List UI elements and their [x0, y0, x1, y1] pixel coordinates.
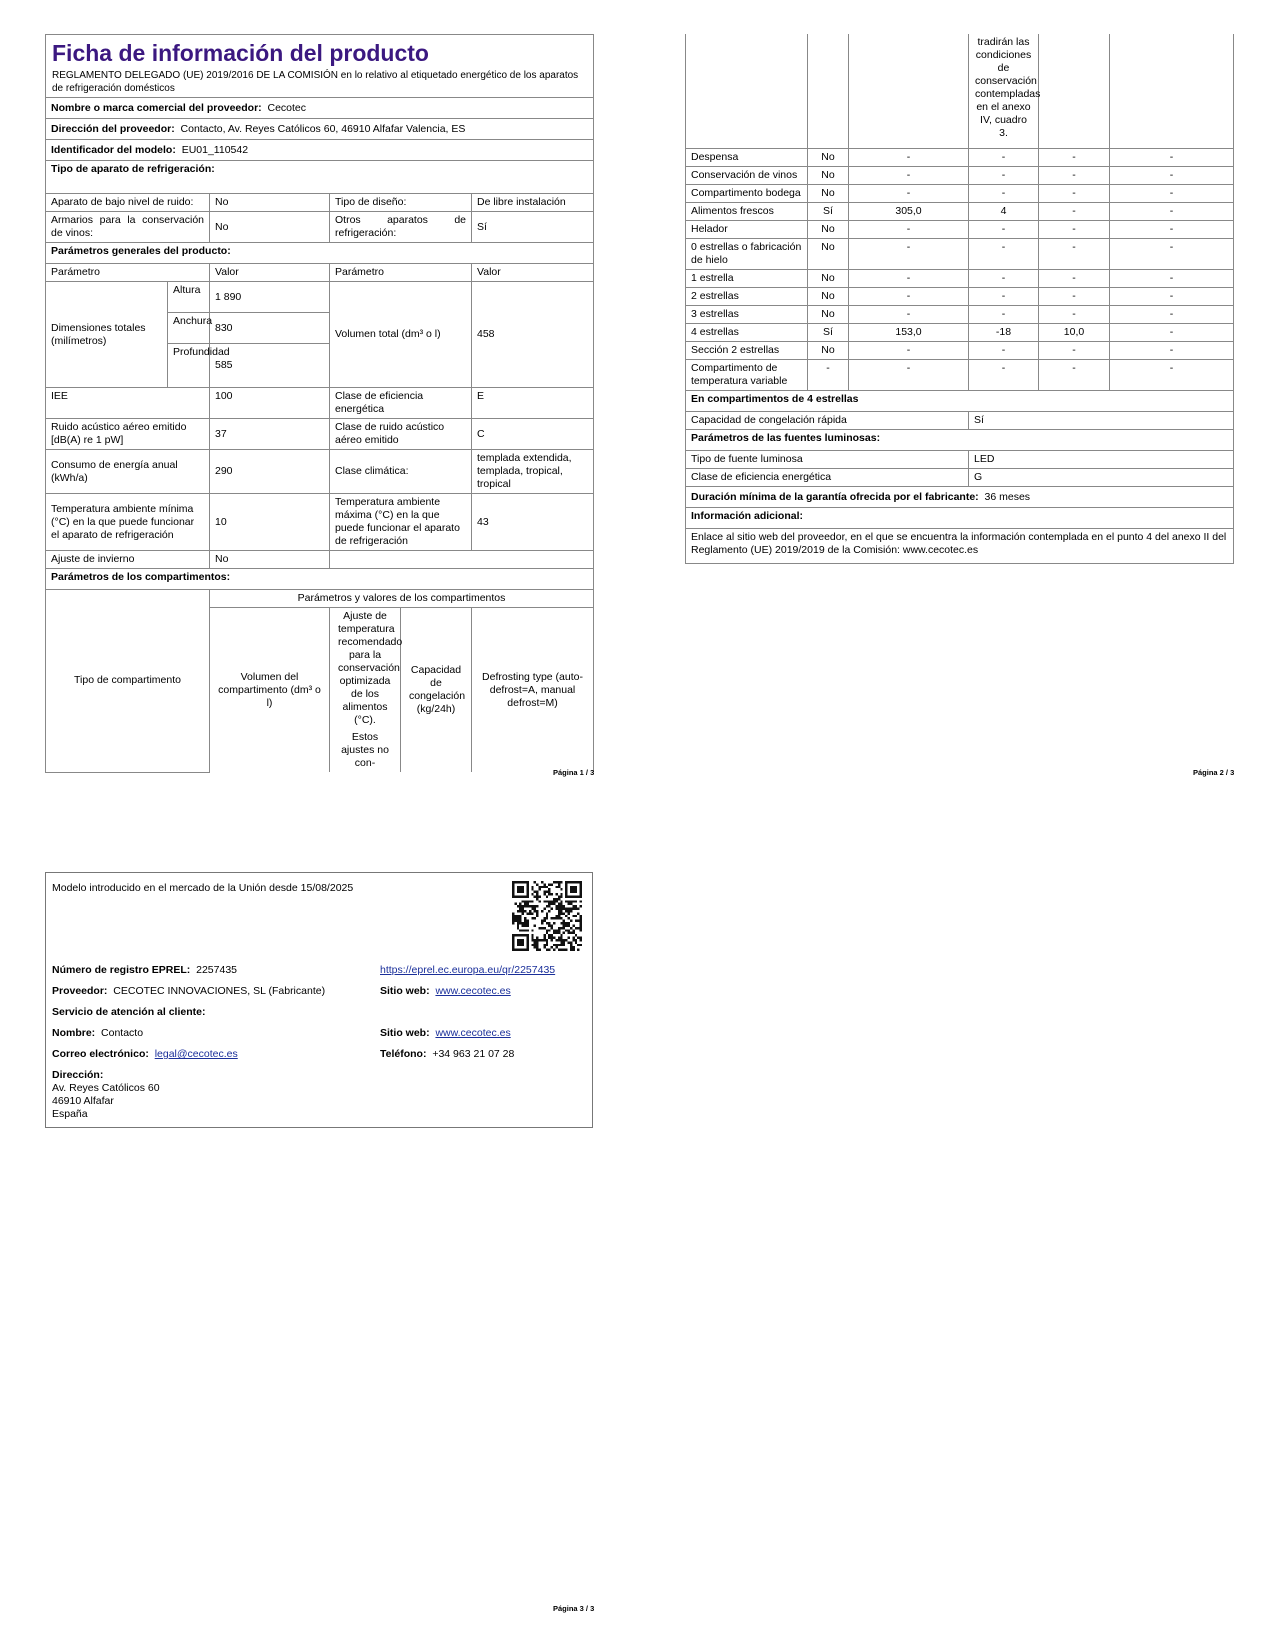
- compartment-present: No: [808, 185, 849, 203]
- compartment-present: Sí: [808, 324, 849, 342]
- wine-storage-value: No: [210, 212, 330, 243]
- page-3: [45, 872, 593, 1128]
- light-heading: Parámetros de las fuentes luminosas:: [686, 430, 1234, 451]
- compartment-type: Conservación de vinos: [686, 167, 808, 185]
- compartment-type: Compartimento bodega: [686, 185, 808, 203]
- width-value: 830: [210, 313, 330, 344]
- compartment-defrost: -: [1110, 270, 1234, 288]
- compartment-defrost: -: [1110, 185, 1234, 203]
- four-star-heading: En compartimentos de 4 estrellas: [686, 391, 1234, 412]
- compartment-volume: -: [849, 306, 969, 324]
- compartment-temp: -: [969, 306, 1039, 324]
- winter-label: Ajuste de invierno: [46, 551, 210, 569]
- col-param-2: Parámetro: [330, 264, 472, 282]
- supplier-name-label: Nombre o marca comercial del proveedor:: [51, 101, 262, 114]
- compartment-freeze: -: [1039, 167, 1110, 185]
- height-value: 1 890: [210, 282, 330, 313]
- compartment-type: 0 estrellas o fabricación de hielo: [686, 239, 808, 270]
- additional-info-text: Enlace al sitio web del proveedor, en el que se encuentra la información contemplada en el punto 4 del anexo II del Reglamento (UE) 2019/2019 de la Comisión: www.cecotec.es: [686, 529, 1234, 564]
- compartment-volume: -: [849, 342, 969, 360]
- eei-value: 100: [210, 388, 330, 419]
- other-appliances-label: Otros aparatos de refrigeración:: [330, 212, 472, 243]
- col-value-2: Valor: [472, 264, 594, 282]
- address-label: Dirección:: [52, 1069, 104, 1081]
- page-number-1: Página 1 / 3: [553, 768, 595, 777]
- low-noise-label: Aparato de bajo nivel de ruido:: [46, 194, 210, 212]
- phone-row: [380, 1048, 514, 1061]
- product-info-table: [45, 34, 594, 773]
- compartment-present: Sí: [808, 203, 849, 221]
- email-link[interactable]: legal@cecotec.es: [154, 1048, 238, 1060]
- col-param-1: Parámetro: [46, 264, 210, 282]
- compartment-volume: -: [849, 270, 969, 288]
- height-label: Altura: [168, 282, 210, 313]
- climate-class-value: templada extendida, templada, tropical, tropical: [472, 450, 594, 494]
- noise-value: 37: [210, 419, 330, 450]
- compartment-present: No: [808, 221, 849, 239]
- dimensions-label: Dimensiones totales (milímetros): [46, 282, 168, 388]
- eprel-label: Número de registro EPREL:: [52, 964, 191, 976]
- compartment-freeze: -: [1039, 270, 1110, 288]
- supplier-address-value: Contacto, Av. Reyes Católicos 60, 46910 Alfafar Valencia, ES: [180, 122, 466, 135]
- warranty-row: [686, 487, 1234, 508]
- cont-empty-1: [686, 34, 808, 149]
- supplier-address-row: [46, 119, 594, 140]
- noise-label: Ruido acústico aéreo emitido [dB(A) re 1 pW]: [46, 419, 210, 450]
- cont-empty-2: [808, 34, 849, 149]
- compartment-row: [686, 167, 1234, 185]
- compartment-present: No: [808, 288, 849, 306]
- comp-temp-label: Ajuste de temperatura recomendado para la conservación optimizada de los alimentos (°C).: [338, 610, 403, 726]
- light-class-label: Clase de eficiencia energética: [686, 469, 969, 487]
- compartment-freeze: -: [1039, 239, 1110, 270]
- compartment-type: 2 estrellas: [686, 288, 808, 306]
- compartment-defrost: -: [1110, 288, 1234, 306]
- name-label: Nombre:: [52, 1027, 96, 1039]
- website2-row: [380, 1027, 511, 1040]
- compartment-rows: [686, 149, 1234, 391]
- address-line-1: Av. Reyes Católicos 60: [52, 1082, 160, 1094]
- supplier-value: CECOTEC INNOVACIONES, SL (Fabricante): [113, 985, 326, 997]
- design-type-label: Tipo de diseño:: [330, 194, 472, 212]
- compartment-defrost: -: [1110, 306, 1234, 324]
- name-row: [52, 1027, 143, 1040]
- supplier-label: Proveedor:: [52, 985, 108, 997]
- general-params-heading: Parámetros generales del producto:: [46, 243, 594, 264]
- compartment-volume: -: [849, 239, 969, 270]
- page-title: Ficha de información del producto: [52, 40, 429, 66]
- website-row: [380, 985, 511, 998]
- website2-label: Sitio web:: [380, 1027, 430, 1039]
- max-temp-value: 43: [472, 494, 594, 551]
- compartment-defrost: -: [1110, 167, 1234, 185]
- compartments-table: [685, 34, 1234, 564]
- customer-service-label: Servicio de atención al cliente:: [52, 1006, 206, 1018]
- comp-temp-cell: [330, 608, 401, 773]
- compartment-volume: 153,0: [849, 324, 969, 342]
- compartment-type: 4 estrellas: [686, 324, 808, 342]
- compartment-row: [686, 149, 1234, 167]
- cont-empty-3: [849, 34, 969, 149]
- address-block: [52, 1069, 160, 1121]
- compartment-type: Helador: [686, 221, 808, 239]
- email-row: [52, 1048, 238, 1061]
- compartment-defrost: -: [1110, 360, 1234, 391]
- compartment-present: No: [808, 306, 849, 324]
- compartment-row: [686, 270, 1234, 288]
- compartment-volume: -: [849, 288, 969, 306]
- qr-code-icon[interactable]: [512, 881, 582, 951]
- compartment-temp: -: [969, 167, 1039, 185]
- website-label: Sitio web:: [380, 985, 430, 997]
- compartment-present: No: [808, 149, 849, 167]
- compartment-temp: -18: [969, 324, 1039, 342]
- comp-defrost-label: Defrosting type (auto-defrost=A, manual defrost=M): [472, 608, 594, 773]
- appliance-type-heading: Tipo de aparato de refrigeración:: [46, 161, 594, 194]
- width-label: Anchura: [168, 313, 210, 344]
- compartment-volume: -: [849, 185, 969, 203]
- compartment-row: [686, 239, 1234, 270]
- warranty-label: Duración mínima de la garantía ofrecida por el fabricante:: [691, 490, 979, 503]
- depth-label: Profundidad: [168, 344, 210, 388]
- eei-label: IEE: [46, 388, 210, 419]
- compartment-type: Despensa: [686, 149, 808, 167]
- regulation-text: REGLAMENTO DELEGADO (UE) 2019/2016 DE LA COMISIÓN en lo relativo al etiquetado energético de los aparatos de refrigeración domésticos: [52, 70, 579, 94]
- wine-storage-label: Armarios para la conservación de vinos:: [46, 212, 210, 243]
- compartment-present: No: [808, 239, 849, 270]
- climate-class-label: Clase climática:: [330, 450, 472, 494]
- annual-energy-label: Consumo de energía anual (kWh/a): [46, 450, 210, 494]
- compartment-freeze: -: [1039, 203, 1110, 221]
- compartment-freeze: -: [1039, 360, 1110, 391]
- fast-freeze-label: Capacidad de congelación rápida: [686, 412, 969, 430]
- compartment-freeze: -: [1039, 185, 1110, 203]
- min-temp-value: 10: [210, 494, 330, 551]
- total-volume-label: Volumen total (dm³ o l): [330, 282, 472, 388]
- comp-temp-note-1: Estos ajustes no con-: [341, 731, 389, 769]
- cont-empty-5: [1039, 34, 1110, 149]
- compartment-freeze: -: [1039, 221, 1110, 239]
- market-date: Modelo introducido en el mercado de la Unión desde 15/08/2025: [52, 882, 354, 894]
- compartment-type: Sección 2 estrellas: [686, 342, 808, 360]
- other-appliances-value: Sí: [472, 212, 594, 243]
- compartment-temp: -: [969, 342, 1039, 360]
- col-value-1: Valor: [210, 264, 330, 282]
- compartment-row: [686, 306, 1234, 324]
- compartment-row: [686, 360, 1234, 391]
- website-link[interactable]: www.cecotec.es: [435, 985, 511, 997]
- model-id-label: Identificador del modelo:: [51, 143, 176, 156]
- compartment-temp: -: [969, 149, 1039, 167]
- compartment-temp: -: [969, 288, 1039, 306]
- eprel-link[interactable]: https://eprel.ec.europa.eu/qr/2257435: [380, 964, 556, 976]
- email-label: Correo electrónico:: [52, 1048, 149, 1060]
- compartment-defrost: -: [1110, 203, 1234, 221]
- max-temp-label: Temperatura ambiente máxima (°C) en la que puede funcionar el aparato de refrigeración: [330, 494, 472, 551]
- website2-link[interactable]: www.cecotec.es: [435, 1027, 511, 1039]
- compartment-type: Compartimento de temperatura variable: [686, 360, 808, 391]
- address-line-3: España: [52, 1108, 88, 1120]
- fast-freeze-value: Sí: [969, 412, 1234, 430]
- compartment-defrost: -: [1110, 149, 1234, 167]
- compartment-row: [686, 203, 1234, 221]
- eprel-value: 2257435: [196, 964, 238, 976]
- compartment-volume: -: [849, 221, 969, 239]
- model-id-row: [46, 140, 594, 161]
- cont-empty-6: [1110, 34, 1234, 149]
- supplier-address-label: Dirección del proveedor:: [51, 122, 175, 135]
- compartment-freeze: -: [1039, 149, 1110, 167]
- warranty-value: 36 meses: [984, 490, 1031, 503]
- compartment-row: [686, 342, 1234, 360]
- page-number-2: Página 2 / 3: [1193, 768, 1235, 777]
- compartment-row: [686, 288, 1234, 306]
- page-number-3: Página 3 / 3: [553, 1604, 595, 1613]
- compartment-freeze: -: [1039, 288, 1110, 306]
- supplier-name-value: Cecotec: [267, 101, 307, 114]
- compartment-volume: -: [849, 149, 969, 167]
- energy-class-value: E: [472, 388, 594, 419]
- phone-label: Teléfono:: [380, 1048, 427, 1060]
- supplier-row: [52, 985, 325, 998]
- energy-class-label: Clase de eficiencia energética: [330, 388, 472, 419]
- compartment-type-label: Tipo de compartimento: [46, 590, 210, 773]
- compartment-values-heading: Parámetros y valores de los compartimentos: [210, 590, 594, 608]
- compartment-row: [686, 185, 1234, 203]
- compartment-temp: -: [969, 239, 1039, 270]
- comp-temp-note-2: tradirán las condiciones de conservación contempladas en el anexo IV, cuadro 3.: [969, 34, 1039, 149]
- light-type-value: LED: [969, 451, 1234, 469]
- comp-freeze-label: Capacidad de congelación (kg/24h): [401, 608, 472, 773]
- compartment-present: No: [808, 270, 849, 288]
- design-type-value: De libre instalación: [472, 194, 594, 212]
- compartment-temp: -: [969, 185, 1039, 203]
- compartment-type: Alimentos frescos: [686, 203, 808, 221]
- compartment-temp: -: [969, 221, 1039, 239]
- light-class-value: G: [969, 469, 1234, 487]
- compartment-type: 3 estrellas: [686, 306, 808, 324]
- compartment-temp: -: [969, 360, 1039, 391]
- compartment-defrost: -: [1110, 342, 1234, 360]
- compartment-defrost: -: [1110, 221, 1234, 239]
- noise-class-label: Clase de ruido acústico aéreo emitido: [330, 419, 472, 450]
- compartment-row: [686, 324, 1234, 342]
- winter-empty: [330, 551, 594, 569]
- depth-value: 585: [210, 344, 330, 388]
- compartment-freeze: 10,0: [1039, 324, 1110, 342]
- min-temp-label: Temperatura ambiente mínima (°C) en la que puede funcionar el aparato de refrigeración: [46, 494, 210, 551]
- supplier-name-row: [46, 98, 594, 119]
- winter-value: No: [210, 551, 330, 569]
- compartment-type: 1 estrella: [686, 270, 808, 288]
- total-volume-value: 458: [472, 282, 594, 388]
- compartment-freeze: -: [1039, 342, 1110, 360]
- comp-volume-label: Volumen del compartimento (dm³ o l): [210, 608, 330, 773]
- page-2: [685, 34, 1233, 562]
- additional-info-label: Información adicional:: [686, 508, 1234, 529]
- model-id-value: EU01_110542: [181, 143, 249, 156]
- compartment-temp: -: [969, 270, 1039, 288]
- compartment-volume: 305,0: [849, 203, 969, 221]
- compartment-defrost: -: [1110, 239, 1234, 270]
- page-1: [45, 34, 593, 769]
- compartment-present: No: [808, 167, 849, 185]
- address-line-2: 46910 Alfafar: [52, 1095, 114, 1107]
- compartment-row: [686, 221, 1234, 239]
- name-value: Contacto: [101, 1027, 144, 1039]
- low-noise-value: No: [210, 194, 330, 212]
- title-cell: [46, 35, 594, 98]
- compartment-present: -: [808, 360, 849, 391]
- compartment-freeze: -: [1039, 306, 1110, 324]
- compartment-volume: -: [849, 360, 969, 391]
- phone-value: +34 963 21 07 28: [432, 1048, 515, 1060]
- light-type-label: Tipo de fuente luminosa: [686, 451, 969, 469]
- compartment-temp: 4: [969, 203, 1039, 221]
- compartment-params-heading: Parámetros de los compartimentos:: [46, 569, 594, 590]
- compartment-defrost: -: [1110, 324, 1234, 342]
- eprel-row: [52, 964, 237, 977]
- compartment-volume: -: [849, 167, 969, 185]
- noise-class-value: C: [472, 419, 594, 450]
- compartment-present: No: [808, 342, 849, 360]
- annual-energy-value: 290: [210, 450, 330, 494]
